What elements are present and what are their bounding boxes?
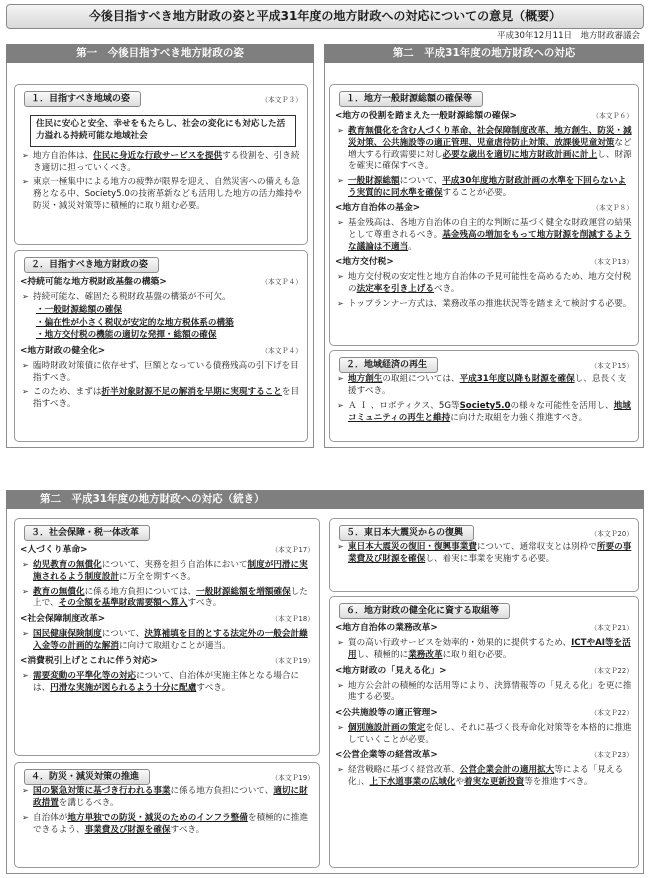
arrow-icon: [335, 218, 348, 253]
bullet-item: ➢ 東日本大震災の復旧・復興事業費について、通常収支とは別枠で所要の事業費及び財源を確保し、着実に事業を実施する必要。: [335, 542, 633, 565]
bullet-item: ➢ 地方公会計の積極的な活用等により、決算情報等の「見える化」を更に推進する必要。: [335, 681, 633, 704]
arrow-icon: [20, 629, 33, 652]
ref-p22: （本文Ｐ22）: [590, 708, 633, 717]
ref-p3: （本文Ｐ３）: [261, 96, 302, 105]
arrow-icon: [335, 765, 348, 788]
section-title-r2: ２．地域経済の再生: [339, 357, 438, 373]
bullet-item: ➢ トップランナー方式は、業務改革の推進状況等を踏まえて検討する必要。: [335, 299, 633, 311]
sub-heading: <公共施設等の適正管理>: [335, 707, 438, 718]
panel-title-continued: 第二 平成31年度の地方財政への対応（続き）: [6, 490, 644, 509]
arrow-icon: [20, 387, 33, 410]
arrow-icon: [335, 681, 348, 704]
arrow-icon: [335, 126, 348, 173]
section-disaster-prevention: [14, 762, 320, 868]
arrow-icon: [335, 401, 348, 424]
sub-heading: <持続可能な地方税財政基盤の構築>: [20, 277, 167, 288]
section-regional-vision: [14, 84, 308, 245]
bullet-item: ➢ 地方創生の取組については、平成31年度以降も財源を確保し、息長く支援すべき。: [335, 374, 633, 397]
section-fiscal-soundness: [329, 596, 639, 868]
arrow-icon: [335, 176, 348, 199]
arrow-icon: [335, 272, 348, 295]
sub-heading: <地方自治体の基金>: [335, 203, 421, 214]
bullet-item: ➢ 地方交付税の安定性と地方自治体の予見可能性を高めるため、地方交付税の法定率を引き上げるべき。: [335, 272, 633, 295]
bullet-item: ➢ 持続可能な、確固たる税財政基盤の構築が不可欠。: [20, 292, 302, 304]
bullet-item: ➢ 国の緊急対策に基づき行われる事業に係る地方負担について、適切に財政措置を講じるべき。: [20, 786, 314, 809]
ref-p18: （本文Ｐ18）: [271, 614, 314, 623]
section-general-revenue: [329, 84, 639, 346]
arrow-icon: [20, 671, 33, 694]
arrow-icon: [20, 361, 33, 384]
section-social-security: [14, 518, 320, 756]
bullet-item: ➢ 基金残高は、各地方自治体の自主的な判断に基づく健全な財政運営の結果として尊重されるべき。基金残高の増加をもって地方財源を削減するような議論は不適当。: [335, 218, 633, 253]
sub-list: [36, 305, 302, 342]
arrow-icon: [20, 786, 33, 809]
bullet-item: ➢ Ａ Ｉ 、ロボティクス、5G等Society5.0の様々な可能性を活用し、地域コミュニティの再生と維持に向けた取組を力強く推進すべき。: [335, 401, 633, 424]
arrow-icon: [20, 177, 33, 212]
section-regional-economy: [329, 350, 639, 442]
ref-p4: （本文Ｐ４）: [261, 346, 302, 355]
arrow-icon: [20, 151, 33, 174]
bullet-item: ➢ 質の高い行政サービスを効率的・効果的に提供するため、ICTやAI等を活用し、積極的に業務改革に取り組む必要。: [335, 638, 633, 661]
bullet-item: ➢ 需要変動の平準化等の対応について、自治体が実施主体となる場合には、円滑な実施が図られるよう十分に配慮すべき。: [20, 671, 314, 694]
bullet-item: ➢ 東京一極集中による地方の疲弊が限界を迎え、自然災害への備えも急務となる中、Society5.0の技術革新なども活用した地方の活力維持や防災・減災対策等に積極的に取り組む必要。: [20, 177, 302, 212]
section-title-6: ６．地方財政の健全化に資する取組等: [339, 603, 510, 619]
bullet-item: ➢ 個別施設計画の策定を促し、それに基づく長寿命化対策等を本格的に推進していくことが必要。: [335, 723, 633, 746]
bullet-item: ➢ 幼児教育の無償化について、実務を担う自治体において制度が円滑に実施されるよう制度設計に万全を期すべき。: [20, 560, 314, 583]
arrow-icon: [335, 723, 348, 746]
bullet-item: ➢ 教育の無償化に係る地方負担については、一般財源総額を増額確保した上で、その全額を基準財政需要額へ算入すべき。: [20, 587, 314, 610]
sub-list-item: ・地方交付税の機能の適切な発揮・総額の確保: [36, 330, 217, 341]
ref-p19: （本文Ｐ19）: [271, 774, 314, 783]
sub-list-item: ・偏在性が小さく税収が安定的な地方税体系の構築: [36, 317, 234, 328]
section-title-3: ３．社会保障・税一体改革: [24, 525, 150, 541]
ref-p19: （本文Ｐ19）: [271, 657, 314, 666]
arrow-icon: [20, 587, 33, 610]
ref-p4: （本文Ｐ４）: [261, 278, 302, 287]
arrow-icon: [335, 299, 348, 311]
section-title-5: ５．東日本大震災からの復興: [339, 525, 474, 541]
sub-list-item: ・一般財源総額の確保: [36, 304, 122, 315]
bullet-item: ➢ 一般財源総額について、平成30年度地方財政計画の水準を下回らないよう実質的に同水準を確保することが必要。: [335, 176, 633, 199]
sub-heading: <地方交付税>: [335, 257, 394, 268]
sub-heading: <地方財政の健全化>: [20, 345, 106, 356]
sub-heading: <消費税引上げとこれに伴う対応>: [20, 656, 158, 667]
ref-p21: （本文Ｐ21）: [590, 624, 633, 633]
bullet-item: ➢ 経営戦略に基づく経営改革、公営企業会計の適用拡大等による「見える化」、上下水道事業の広域化や着実な更新投資等を推進すべき。: [335, 765, 633, 788]
section-title-2: ２．目指すべき地方財政の姿: [24, 257, 159, 273]
ref-p15: （本文Ｐ15）: [590, 362, 633, 371]
bullet-item: ➢ 地方自治体は、住民に身近な行政サービスを提供する役割を、引き続き適切に担っていくべき。: [20, 151, 302, 174]
sub-heading: <社会保障制度改革>: [20, 613, 106, 624]
section-title-4: ４．防災・減災対策の推進: [24, 769, 150, 785]
arrow-icon: [335, 542, 348, 565]
sub-heading: <地方自治体の業務改革>: [335, 623, 438, 634]
ref-p23: （本文Ｐ23）: [590, 751, 633, 760]
bullet-item: ➢ 国民健康保険制度について、決算補填を目的とする法定外の一般会計繰入金等の計画的な解消に向けて取組むことが適当。: [20, 629, 314, 652]
sub-heading: <地方の役割を踏まえた一般財源総額の確保>: [335, 111, 517, 122]
sub-heading: <公営企業等の経営改革>: [335, 750, 438, 761]
arrow-icon: [20, 292, 33, 304]
document-title: 今後目指すべき地方財政の姿と平成31年度の地方財政への対応についての意見（概要）: [6, 4, 644, 29]
ref-p22: （本文Ｐ22）: [590, 666, 633, 675]
section-title-r1: １．地方一般財源総額の確保等: [339, 91, 483, 107]
sub-heading: <地方財政の「見える化」>: [335, 665, 447, 676]
date-line: 平成30年12月11日 地方財政審議会: [497, 31, 640, 41]
panel-title-fy31: 第二 平成31年度の地方財政への対応: [324, 44, 644, 63]
arrow-icon: [20, 560, 33, 583]
section-title-1: １．目指すべき地域の姿: [24, 91, 141, 107]
ref-p6: （本文Ｐ６）: [592, 112, 633, 121]
bullet-item: ➢ 臨時財政対策債に依存せず、巨額となっている債務残高の引下げを目指すべき。: [20, 361, 302, 384]
section-reconstruction: [329, 518, 639, 592]
bullet-item: ➢ 教育無償化を含む人づくり革命、社会保障制度改革、地方創生、防災・減災対策、公共施設等の適正管理、児童虐待防止対策、放課後児童対策など増大する行政需要に対し必要な歳出を適切に地方財政計画に計上し、財源を確実に確保すべき。: [335, 126, 633, 173]
bullet-item: ➢ このため、まずは折半対象財源不足の解消を早期に実現することを目指すべき。: [20, 387, 302, 410]
arrow-icon: [20, 813, 33, 836]
ref-p17: （本文Ｐ17）: [271, 546, 314, 555]
ref-p20: （本文Ｐ20）: [590, 530, 633, 539]
sub-heading: <人づくり革命>: [20, 545, 88, 556]
ref-p13: （本文Ｐ13）: [590, 258, 633, 267]
section-fiscal-vision: [14, 250, 308, 442]
arrow-icon: [335, 638, 348, 661]
panel-title-future: 第一 今後目指すべき地方財政の姿: [6, 44, 314, 63]
bullet-item: ➢ 自治体が地方単独での防災・減災のためのインフラ整備を積極的に推進できるよう、事業費及び財源を確保すべき。: [20, 813, 314, 836]
highlight-box: 住民に安心と安全、幸せをもたらし、社会の変化にも対応した活力溢れる持続可能な地域社会: [30, 115, 296, 146]
arrow-icon: [335, 374, 348, 397]
ref-p8: （本文Ｐ８）: [592, 204, 633, 213]
